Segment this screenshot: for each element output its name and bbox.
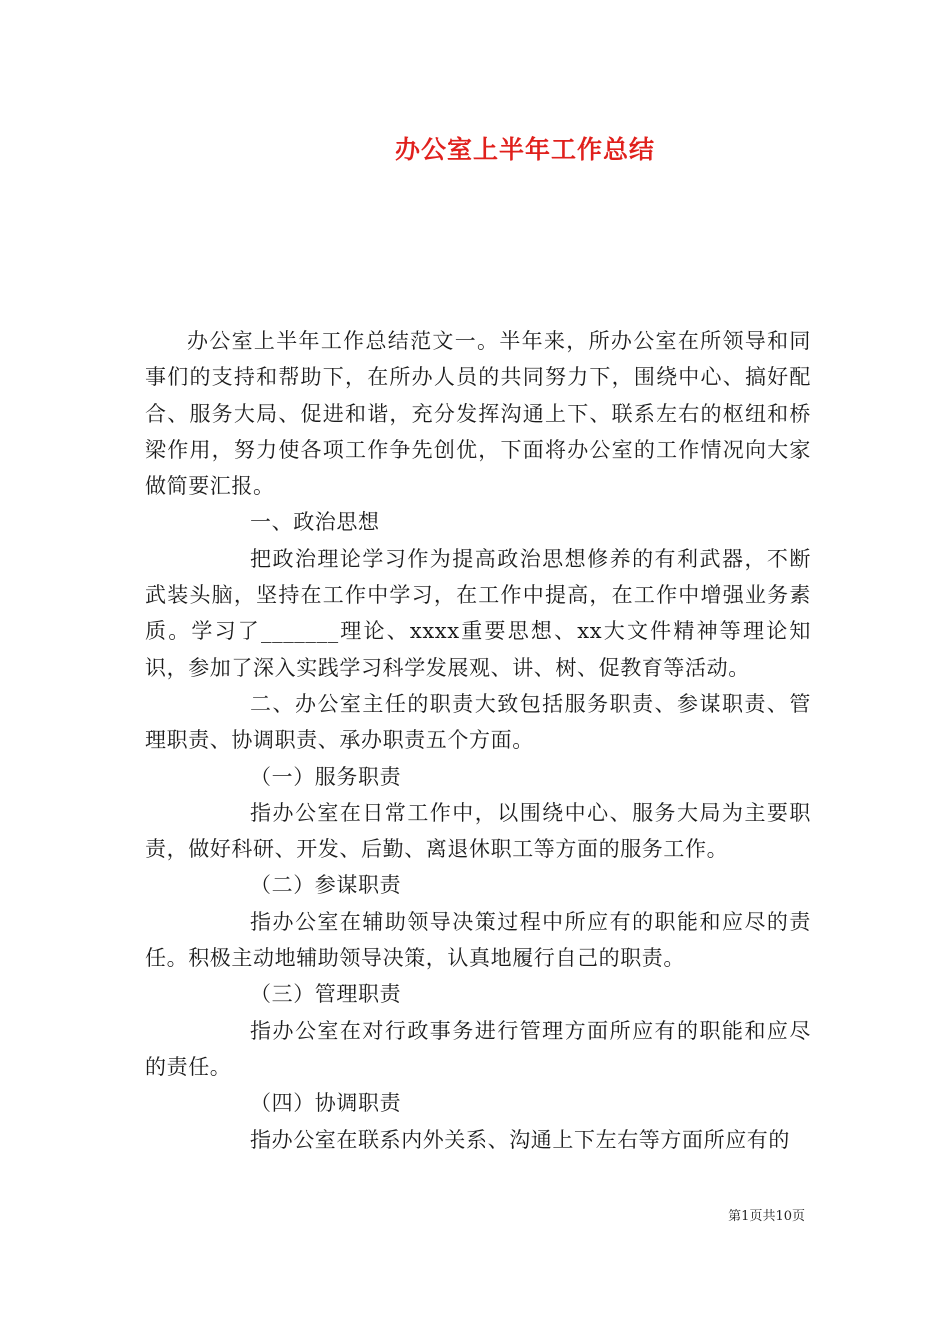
subsection-heading: （二）参谋职责 <box>250 873 402 898</box>
paragraph: 指办公室在辅助领导决策过程中所应有的职能和应尽的责任。积极主动地辅助领导决策，认真地履行自己的职责。 <box>145 909 811 971</box>
subsection-heading: （一）服务职责 <box>250 764 402 789</box>
subsection-heading: （三）管理职责 <box>250 982 402 1007</box>
paragraph: 把政治理论学习作为提高政治思想修养的有利武器，不断武装头脑，坚持在工作中学习，在工作中提高，在工作中增强业务素质。学习了_______理论、xxxx重要思想、xx大文件精神等理论知识，参加了深入实践学习科学发展观、讲、树、促教育等活动。 <box>145 546 811 680</box>
section-heading: 二、办公室主任的职责大致包括服务职责、参谋职责、管理职责、协调职责、承办职责五个方面。 <box>145 691 811 753</box>
paragraph: 指办公室在对行政事务进行管理方面所应有的职能和应尽的责任。 <box>145 1018 811 1079</box>
paragraph: 办公室上半年工作总结范文一。半年来，所办公室在所领导和同事们的支持和帮助下，在所办人员的共同努力下，围绕中心、搞好配合、服务大局、促进和谐，充分发挥沟通上下、联系左右的枢纽和桥梁作用，努力使各项工作争先创优，下面将办公室的工作情况向大家做简要汇报。 <box>145 329 811 499</box>
page-number: 第1页共10页 <box>728 1209 805 1224</box>
document-body <box>145 323 811 1158</box>
subsection-heading: （四）协调职责 <box>250 1091 402 1116</box>
section-heading: 一、政治思想 <box>250 510 380 535</box>
paragraph: 指办公室在联系内外关系、沟通上下左右等方面所应有的 <box>250 1127 790 1152</box>
document-title: 办公室上半年工作总结 <box>394 135 655 164</box>
paragraph: 指办公室在日常工作中，以围绕中心、服务大局为主要职责，做好科研、开发、后勤、离退休职工等方面的服务工作。 <box>145 800 811 862</box>
